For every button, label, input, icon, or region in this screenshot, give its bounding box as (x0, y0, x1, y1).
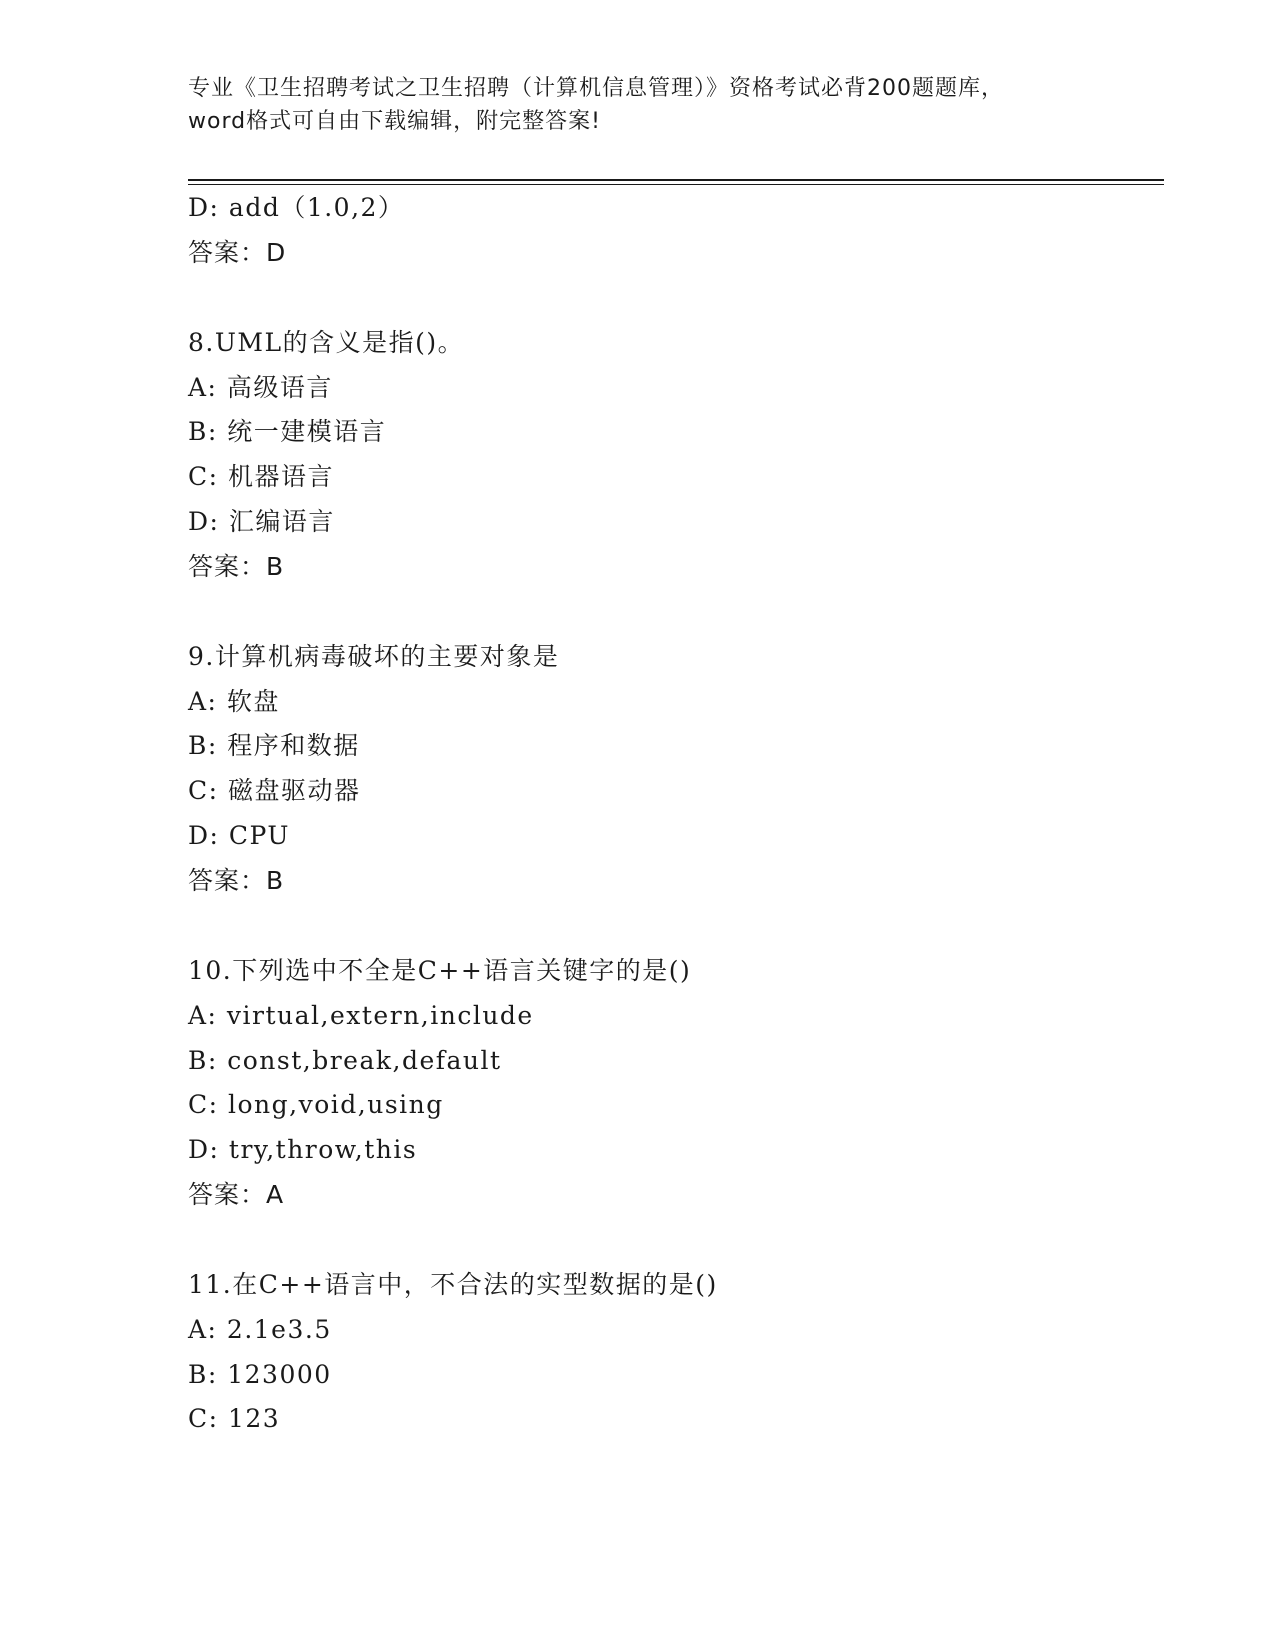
answer: 答案：A (188, 1180, 285, 1209)
question-stem: 10.下列选中不全是C++语言关键字的是() (188, 956, 692, 985)
option-b: B: 123000 (188, 1360, 332, 1389)
document-header (188, 72, 1088, 138)
header-divider-thin (188, 184, 1164, 185)
question-stem: 8.UML的含义是指()。 (188, 328, 465, 357)
option-b: B: 统一建模语言 (188, 417, 387, 446)
option-c: C: 机器语言 (188, 462, 334, 491)
answer: 答案：B (188, 866, 285, 895)
header-divider-thick (188, 179, 1164, 181)
option-c: C: 磁盘驱动器 (188, 776, 361, 805)
option-b: B: const,break,default (188, 1046, 502, 1075)
option-a: A: 2.1e3.5 (188, 1315, 332, 1344)
option-a: A: 高级语言 (188, 373, 333, 402)
option-c: C: long,void,using (188, 1090, 444, 1119)
question-stem: 9.计算机病毒破坏的主要对象是 (188, 642, 560, 671)
header-title-line-1: 专业《卫生招聘考试之卫生招聘（计算机信息管理）》资格考试必背200题题库， (188, 76, 1004, 101)
prev-question-option-d: D: add（1.0,2） (188, 193, 405, 222)
header-title-line-2: word格式可自由下载编辑，附完整答案! (188, 109, 601, 134)
option-c: C: 123 (188, 1404, 281, 1433)
answer: 答案：B (188, 552, 285, 581)
option-a: A: virtual,extern,include (188, 1001, 534, 1030)
option-d: D: try,throw,this (188, 1135, 418, 1164)
prev-question-answer: 答案：D (188, 238, 287, 267)
option-b: B: 程序和数据 (188, 731, 360, 760)
option-d: D: CPU (188, 821, 290, 850)
question-stem: 11.在C++语言中，不合法的实型数据的是() (188, 1270, 718, 1299)
option-d: D: 汇编语言 (188, 507, 335, 536)
option-a: A: 软盘 (188, 687, 280, 716)
